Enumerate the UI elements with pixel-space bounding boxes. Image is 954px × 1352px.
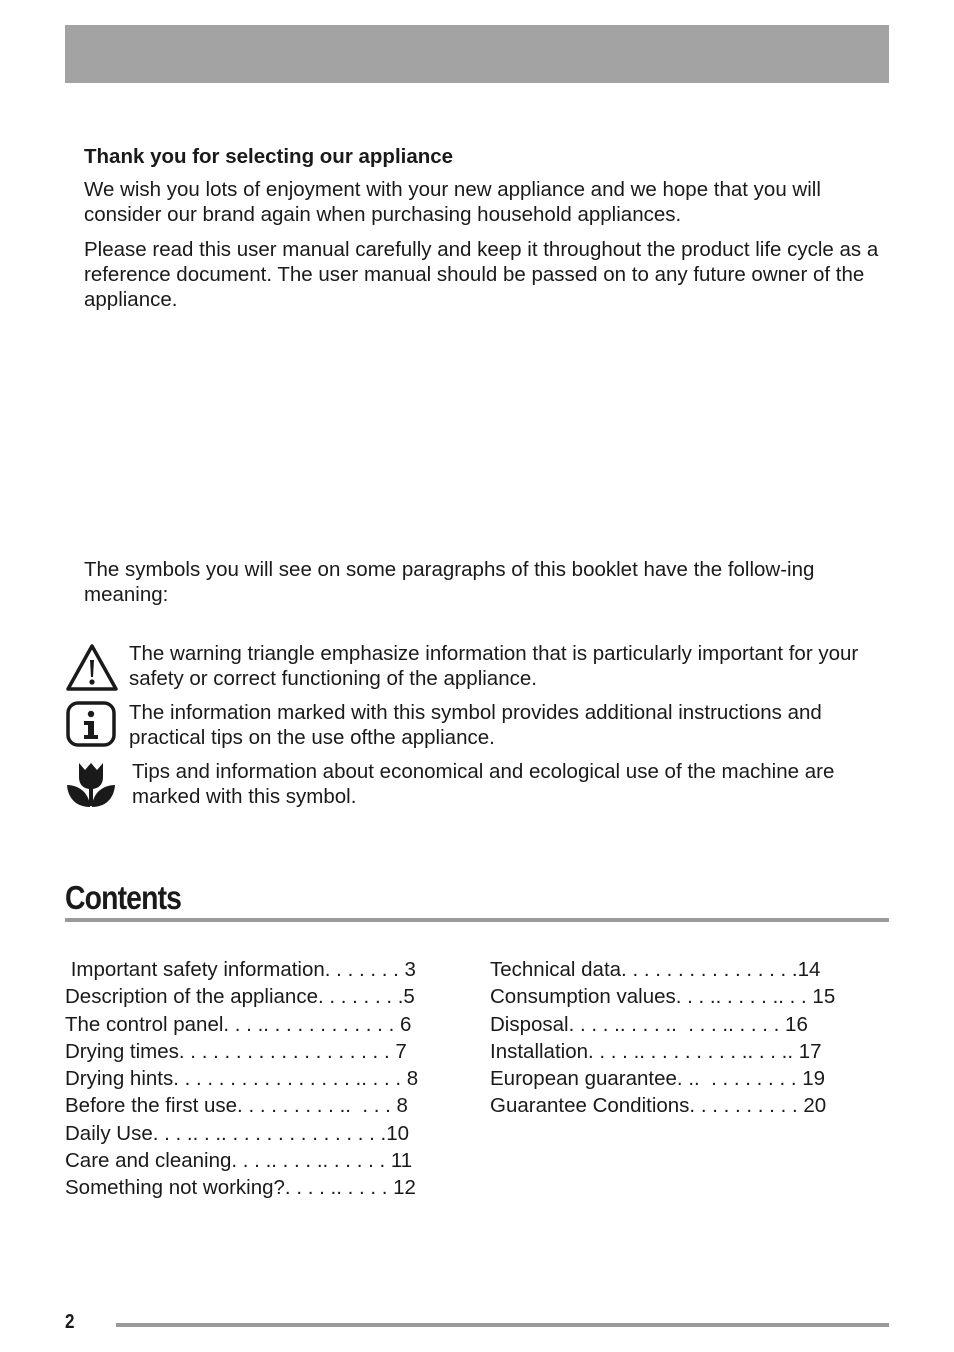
warning-triangle-icon <box>65 641 119 695</box>
header-bar <box>65 25 889 83</box>
contents-title <box>65 878 889 922</box>
toc-entry: Installation. . . . .. . . . . . . . . .. . . .. 17 <box>490 1039 822 1063</box>
symbol-text-eco: Tips and information about economical and ecological use of the machine are marked with this symbol. <box>132 760 835 808</box>
toc-entry: Disposal. . . . .. . . . .. . . . .. . . . . 16 <box>490 1012 808 1036</box>
toc-entry: Guarantee Conditions. . . . . . . . . . 20 <box>490 1094 827 1118</box>
page-number <box>65 1311 76 1334</box>
intro-section <box>84 144 884 322</box>
toc-entry: Technical data. . . . . . . . . . . . . . . .14 <box>490 958 821 981</box>
toc-right-column <box>490 956 870 1120</box>
symbol-text-warning: The warning triangle emphasize information that is particularly important for your safety or correct functioning of the appliance. <box>129 642 859 690</box>
intro-paragraph-2: Please read this user manual carefully and keep it throughout the product life cycle as a reference document. The user manual should be passed on to any future owner of the appliance. <box>84 238 879 311</box>
toc-entry: Daily Use. . . .. . .. . . . . . . . . . . . . . .10 <box>65 1121 410 1145</box>
intro-heading: Thank you for selecting our appliance <box>84 145 454 168</box>
toc-entry: Important safety information. . . . . . . 3 <box>65 958 416 981</box>
information-icon <box>65 700 119 754</box>
toc-entry: Before the first use. . . . . . . . . .. . . . 8 <box>65 1094 408 1118</box>
footer-rule <box>116 1323 889 1327</box>
symbol-text-information: The information marked with this symbol provides additional instructions and practical tips on the use ofthe appliance. <box>129 701 822 749</box>
toc-entry: Drying hints. . . . . . . . . . . . . . . . .. . . . 8 <box>65 1067 419 1091</box>
symbol-item-warning <box>65 641 889 695</box>
symbol-item-information <box>65 700 889 754</box>
toc-entry: Something not working?. . . . .. . . . . 12 <box>65 1176 416 1200</box>
toc-left-column <box>65 956 460 1202</box>
toc-entry: Care and cleaning. . . .. . . . .. . . . . . 11 <box>65 1149 413 1173</box>
intro-paragraph-1: We wish you lots of enjoyment with your new appliance and we hope that you will consider our brand again when purchasing household appliances. <box>84 178 821 226</box>
toc-entry: Consumption values. . . .. . . . . .. . . 15 <box>490 985 836 1009</box>
page-number-text: 2 <box>65 1311 75 1333</box>
tulip-eco-icon <box>65 759 119 813</box>
symbol-item-eco <box>65 759 889 813</box>
toc-entry: Description of the appliance. . . . . . . .5 <box>65 985 415 1009</box>
toc-entry: The control panel. . . .. . . . . . . . . . . . 6 <box>65 1012 412 1036</box>
toc-entry: Drying times. . . . . . . . . . . . . . . . . . . 7 <box>65 1039 407 1063</box>
contents-title-text: Contents <box>65 879 182 916</box>
toc-entry: European guarantee. .. . . . . . . . . 19 <box>490 1067 826 1091</box>
symbols-intro: The symbols you will see on some paragraphs of this booklet have the follow-ing meaning: <box>84 558 815 606</box>
